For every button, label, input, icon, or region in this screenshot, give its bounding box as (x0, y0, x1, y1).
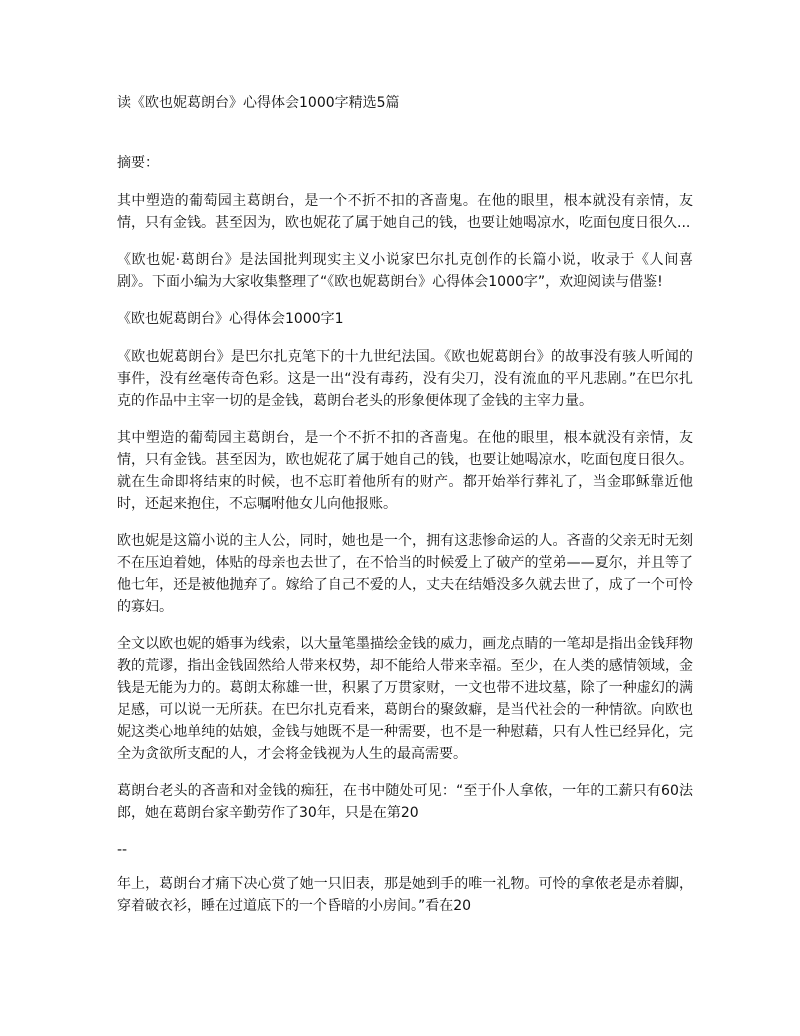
body-paragraph: 全文以欧也妮的婚事为线索，以大量笔墨描绘金钱的威力，画龙点睛的一笔却是指出金钱拜物教的荒谬，指出金钱固然给人带来权势，却不能给人带来幸福。至少，在人类的感情领域，金钱是无能为力的。葛朗太称雄一世，积累了万贯家财，一文也带不进坟墓，除了一种虚幻的满足感，可以说一无所获。在巴尔扎克看来，葛朗台的聚敛癖，是当代社会的一种情欲。向欧也妮这类心地单纯的姑娘，金钱与她既不是一种需要，也不是一种慰藉，只有人性已经异化，完全为贪欲所支配的人，才会将金钱视为人生的最高需要。 (117, 636, 693, 762)
page-break-marker: -- (117, 842, 128, 858)
body-paragraph: 《欧也妮葛朗台》是巴尔扎克笔下的十九世纪法国。《欧也妮葛朗台》的故事没有骇人听闻的事件，没有丝毫传奇色彩。这是一出“没有毒药，没有尖刀，没有流血的平凡悲剧。”在巴尔扎克的作品中主宰一切的是金钱，葛朗台老头的形象便体现了金钱的主宰力量。 (117, 349, 693, 409)
document-body (117, 152, 693, 932)
document-title: 读《欧也妮葛朗台》心得体会1000字精选5篇 (117, 95, 400, 111)
body-paragraph: 其中塑造的葡萄园主葛朗台，是一个不折不扣的吝啬鬼。在他的眼里，根本就没有亲情，友情，只有金钱。甚至因为，欧也妮花了属于她自己的钱，也要让她喝凉水，吃面包度日很久。就在生命即将结束的时候，也不忘盯着他所有的财产。都开始举行葬礼了，当金耶稣靠近他时，还起来抱住，不忘嘱咐他女儿向他报账。 (117, 430, 693, 512)
abstract-paragraph: 其中塑造的葡萄园主葛朗台，是一个不折不扣的吝啬鬼。在他的眼里，根本就没有亲情，友情，只有金钱。甚至因为，欧也妮花了属于她自己的钱，也要让她喝凉水，吃面包度日很久... (117, 193, 693, 231)
body-paragraph: 葛朗台老头的吝啬和对金钱的痴狂，在书中随处可见：“至于仆人拿侬，一年的工薪只有60法郎，她在葛朗台家辛勤劳作了30年，只是在第20 (117, 783, 693, 821)
intro-paragraph: 《欧也妮·葛朗台》是法国批判现实主义小说家巴尔扎克创作的长篇小说，收录于《人间喜剧》。下面小编为大家收集整理了“《欧也妮葛朗台》心得体会1000字”，欢迎阅读与借鉴! (117, 252, 693, 290)
section-heading: 《欧也妮葛朗台》心得体会1000字1 (117, 311, 344, 327)
abstract-label: 摘要： (117, 155, 159, 171)
body-paragraph: 欧也妮是这篇小说的主人公，同时，她也是一个，拥有这悲惨命运的人。吝啬的父亲无时无刻不在压迫着她，体贴的母亲也去世了，在不恰当的时候爱上了破产的堂弟——夏尔，并且等了他七年，还是被他抛弃了。嫁给了自己不爱的人，丈夫在结婚没多久就去世了，成了一个可怜的寡妇。 (117, 533, 693, 615)
body-paragraph: 年上，葛朗台才痛下决心赏了她一只旧表，那是她到手的唯一礼物。可怜的拿侬老是赤着脚，穿着破衣衫，睡在过道底下的一个昏暗的小房间。”看在20 (117, 876, 693, 914)
